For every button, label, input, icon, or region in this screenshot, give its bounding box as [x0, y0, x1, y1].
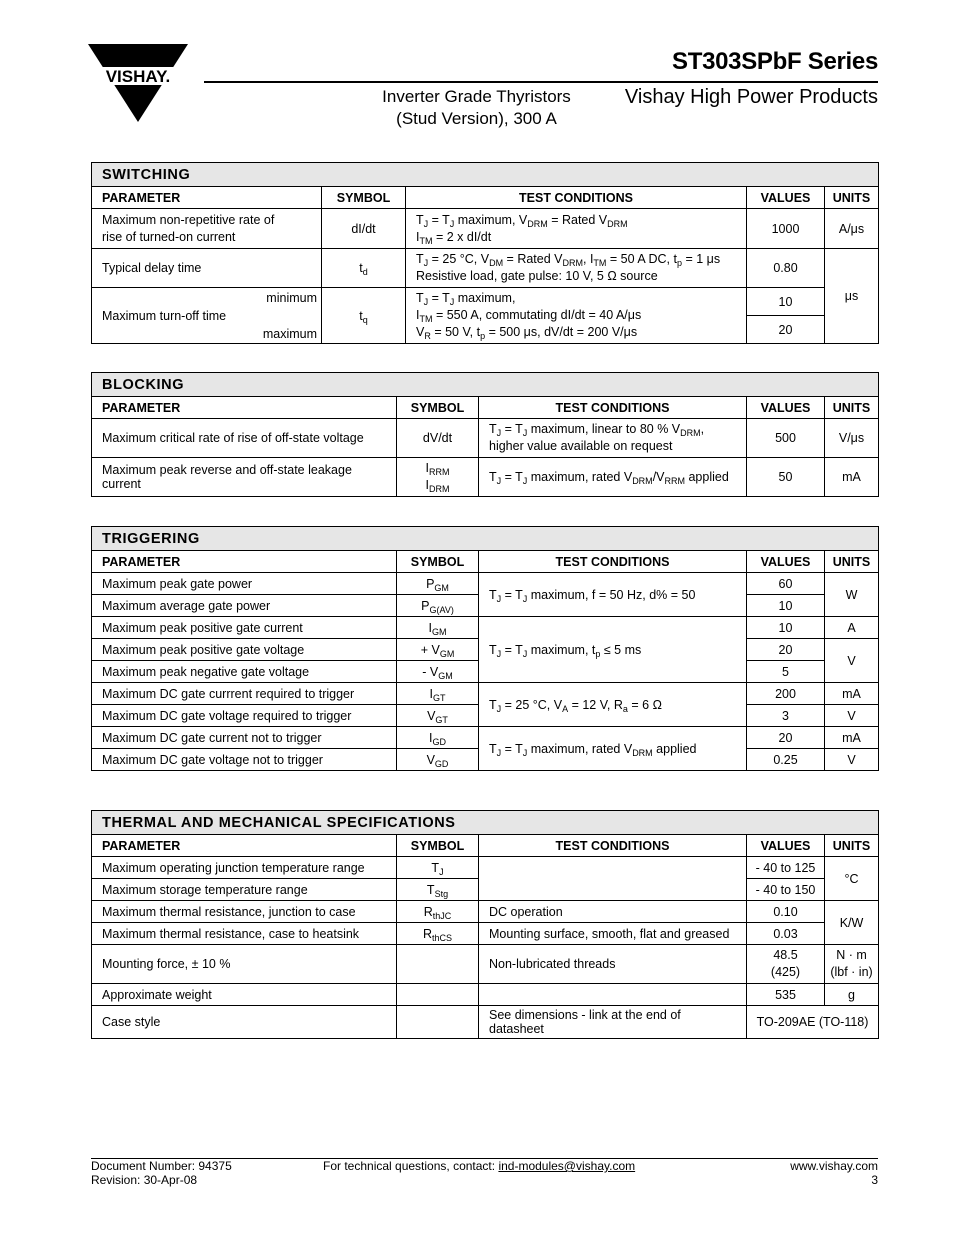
param-cell: Maximum non-repetitive rate of rise of turned-on current: [92, 209, 322, 249]
col-symbol: SYMBOL: [397, 397, 479, 419]
document-number: Document Number: 94375: [91, 1159, 232, 1173]
conditions-cell: See dimensions - link at the end of datasheet: [479, 1006, 747, 1039]
value-cell: 10: [747, 595, 825, 617]
table-row: [92, 419, 879, 458]
col-values: VALUES: [747, 187, 825, 209]
param-cell: Maximum DC gate currrent required to trigger: [92, 683, 397, 705]
value-cell: 50: [747, 458, 825, 497]
param-cell: Maximum turn-off time minimum maximum: [92, 288, 322, 344]
contact-prefix: For technical questions, contact:: [323, 1159, 499, 1173]
footer-doc-info: [91, 1159, 232, 1187]
conditions-cell: $T_J = T_J$ maximum, $I_{TM} = 550$ A, commutating dI/dt = 40 A/μs $V_R = 50$ V, $t_p = 500$ μs, dV/dt = 200 V/μs: [406, 288, 747, 344]
conditions-cell: $T_J = 25$ °C, $V_{DM}$ = Rated $V_{DRM}$, $I_{TM} = 50$ A DC, $t_p = 1$ μs Resistive load, gate pulse: 10 V, 5 Ω source: [406, 249, 747, 288]
col-units: UNITS: [825, 835, 879, 857]
footer-right: [790, 1159, 878, 1187]
vishay-logo: [88, 44, 188, 122]
param-cell: Mounting force, ± 10 %: [92, 945, 397, 984]
table-row: [92, 901, 879, 923]
value-cell: 0.80: [747, 249, 825, 288]
unit-cell: °C: [825, 857, 879, 901]
symbol-cell: $t_q$: [322, 288, 406, 344]
value-cell: 1000: [747, 209, 825, 249]
symbol-cell: [397, 945, 479, 984]
value-cell: 20: [747, 727, 825, 749]
conditions-cell: $T_J = T_J$ maximum, linear to 80 % $V_{DRM}$, higher value available on request: [479, 419, 747, 458]
param-cell: Maximum peak reverse and off-state leakage current: [92, 458, 397, 497]
value-cell: 10: [747, 617, 825, 639]
param-cell: Maximum DC gate current not to trigger: [92, 727, 397, 749]
conditions-cell: $T_J = T_J$ maximum, rated $V_{DRM}/V_{RRM}$ applied: [479, 458, 747, 497]
conditions-cell: [479, 857, 747, 901]
symbol-cell: $T_J$: [397, 857, 479, 879]
value-cell: 3: [747, 705, 825, 727]
conditions-cell: Non-lubricated threads: [479, 945, 747, 984]
unit-cell: K/W: [825, 901, 879, 945]
symbol-cell: $I_{RRM}$ $I_{DRM}$: [397, 458, 479, 497]
symbol-cell: dV/dt: [397, 419, 479, 458]
section-title-blocking: BLOCKING: [92, 373, 879, 397]
symbol-cell: dI/dt: [322, 209, 406, 249]
col-symbol: SYMBOL: [397, 835, 479, 857]
thermal-table: [91, 810, 879, 1039]
table-row: [92, 573, 879, 595]
website-link[interactable]: www.vishay.com: [790, 1159, 878, 1173]
unit-cell: W: [825, 573, 879, 617]
symbol-cell: [397, 1006, 479, 1039]
unit-cell: V: [825, 639, 879, 683]
symbol-cell: - $V_{GM}$: [397, 661, 479, 683]
table-row: [92, 288, 879, 316]
product-description: [344, 86, 609, 130]
value-cell: 0.10: [747, 901, 825, 923]
value-cell: 535: [747, 984, 825, 1006]
symbol-cell: $R_{thJC}$: [397, 901, 479, 923]
col-values: VALUES: [747, 397, 825, 419]
param-cell: Approximate weight: [92, 984, 397, 1006]
symbol-cell: $P_{G(AV)}$: [397, 595, 479, 617]
contact-email-link[interactable]: ind-modules@vishay.com: [498, 1159, 636, 1173]
col-parameter: PARAMETER: [92, 551, 397, 573]
table-row: [92, 209, 879, 249]
param-cell: Maximum critical rate of rise of off-state voltage: [92, 419, 397, 458]
symbol-cell: $P_{GM}$: [397, 573, 479, 595]
unit-cell: A: [825, 617, 879, 639]
subtitle-line-1: Inverter Grade Thyristors: [382, 87, 571, 106]
section-title-thermal: THERMAL AND MECHANICAL SPECIFICATIONS: [92, 811, 879, 835]
param-cell: Maximum thermal resistance, case to heatsink: [92, 923, 397, 945]
conditions-cell: $T_J = T_J$ maximum, rated $V_{DRM}$ applied: [479, 727, 747, 771]
table-row: [92, 1006, 879, 1039]
param-cell: Maximum DC gate voltage required to trigger: [92, 705, 397, 727]
col-test-conditions: TEST CONDITIONS: [479, 551, 747, 573]
symbol-cell: $I_{GD}$: [397, 727, 479, 749]
col-parameter: PARAMETER: [92, 187, 322, 209]
table-row: [92, 458, 879, 497]
minimum-label: minimum: [266, 290, 317, 305]
symbol-cell: $T_{Stg}$: [397, 879, 479, 901]
symbol-cell: $V_{GD}$: [397, 749, 479, 771]
footer-contact: [323, 1159, 635, 1173]
page-number: 3: [871, 1173, 878, 1187]
value-cell: 200: [747, 683, 825, 705]
value-cell: 0.25: [747, 749, 825, 771]
switching-table: [91, 162, 879, 344]
unit-cell: V: [825, 749, 879, 771]
conditions-cell: $T_J = 25$ °C, $V_A = 12$ V, $R_a = 6$ Ω: [479, 683, 747, 727]
col-test-conditions: TEST CONDITIONS: [479, 835, 747, 857]
col-units: UNITS: [825, 187, 879, 209]
param-cell: Maximum operating junction temperature range: [92, 857, 397, 879]
value-cell: 20: [747, 639, 825, 661]
value-cell: 60: [747, 573, 825, 595]
value-cell: 500: [747, 419, 825, 458]
symbol-cell: $R_{thCS}$: [397, 923, 479, 945]
symbol-cell: $I_{GM}$: [397, 617, 479, 639]
section-title-triggering: TRIGGERING: [92, 527, 879, 551]
param-cell: Case style: [92, 1006, 397, 1039]
unit-cell: μs: [825, 249, 879, 344]
table-row: [92, 727, 879, 749]
col-units: UNITS: [825, 397, 879, 419]
triggering-table: [91, 526, 879, 771]
table-row: [92, 923, 879, 945]
col-symbol: SYMBOL: [322, 187, 406, 209]
unit-cell: A/μs: [825, 209, 879, 249]
table-row: [92, 857, 879, 879]
unit-cell: mA: [825, 683, 879, 705]
param-cell: Maximum DC gate voltage not to trigger: [92, 749, 397, 771]
value-cell: - 40 to 125: [747, 857, 825, 879]
value-cell: 10: [747, 288, 825, 316]
value-cell: TO-209AE (TO-118): [747, 1006, 879, 1039]
page-title: ST303SPbF Series: [672, 48, 878, 75]
col-parameter: PARAMETER: [92, 835, 397, 857]
param-cell: Maximum average gate power: [92, 595, 397, 617]
param-cell: Maximum peak gate power: [92, 573, 397, 595]
table-row: [92, 683, 879, 705]
value-cell: 0.03: [747, 923, 825, 945]
value-cell: 20: [747, 316, 825, 344]
blocking-table: [91, 372, 879, 497]
symbol-cell: $I_{GT}$: [397, 683, 479, 705]
unit-cell: V: [825, 705, 879, 727]
revision-date: Revision: 30-Apr-08: [91, 1173, 198, 1187]
param-cell: Maximum storage temperature range: [92, 879, 397, 901]
value-cell: 5: [747, 661, 825, 683]
symbol-cell: + $V_{GM}$: [397, 639, 479, 661]
param-cell: Maximum thermal resistance, junction to case: [92, 901, 397, 923]
logo-wordmark: VISHAY.: [105, 67, 171, 86]
param-cell: Maximum peak negative gate voltage: [92, 661, 397, 683]
conditions-cell: [479, 984, 747, 1006]
symbol-cell: [397, 984, 479, 1006]
value-cell: 48.5 (425): [747, 945, 825, 984]
col-test-conditions: TEST CONDITIONS: [406, 187, 747, 209]
conditions-cell: $T_J = T_J$ maximum, $t_p \le 5$ ms: [479, 617, 747, 683]
col-values: VALUES: [747, 835, 825, 857]
conditions-cell: $T_J = T_J$ maximum, f = 50 Hz, d% = 50: [479, 573, 747, 617]
param-cell: Typical delay time: [92, 249, 322, 288]
conditions-cell: $T_J = T_J$ maximum, $V_{DRM}$ = Rated $V_{DRM}$ $I_{TM} = 2$ x dI/dt: [406, 209, 747, 249]
unit-cell: mA: [825, 458, 879, 497]
conditions-cell: Mounting surface, smooth, flat and greased: [479, 923, 747, 945]
table-row: [92, 945, 879, 984]
col-values: VALUES: [747, 551, 825, 573]
param-cell: Maximum peak positive gate voltage: [92, 639, 397, 661]
unit-cell: g: [825, 984, 879, 1006]
header-rule: [204, 81, 878, 83]
unit-cell: N · m (lbf · in): [825, 945, 879, 984]
symbol-cell: $t_d$: [322, 249, 406, 288]
table-row: [92, 617, 879, 639]
col-symbol: SYMBOL: [397, 551, 479, 573]
section-title-switching: SWITCHING: [92, 163, 879, 187]
col-units: UNITS: [825, 551, 879, 573]
col-parameter: PARAMETER: [92, 397, 397, 419]
param-cell: Maximum peak positive gate current: [92, 617, 397, 639]
table-row: [92, 984, 879, 1006]
unit-cell: V/μs: [825, 419, 879, 458]
division-name: Vishay High Power Products: [624, 86, 878, 108]
symbol-cell: $V_{GT}$: [397, 705, 479, 727]
maximum-label: maximum: [262, 326, 317, 341]
conditions-cell: DC operation: [479, 901, 747, 923]
subtitle-line-2: (Stud Version), 300 A: [396, 109, 557, 128]
value-cell: - 40 to 150: [747, 879, 825, 901]
col-test-conditions: TEST CONDITIONS: [479, 397, 747, 419]
unit-cell: mA: [825, 727, 879, 749]
table-row: [92, 249, 879, 288]
